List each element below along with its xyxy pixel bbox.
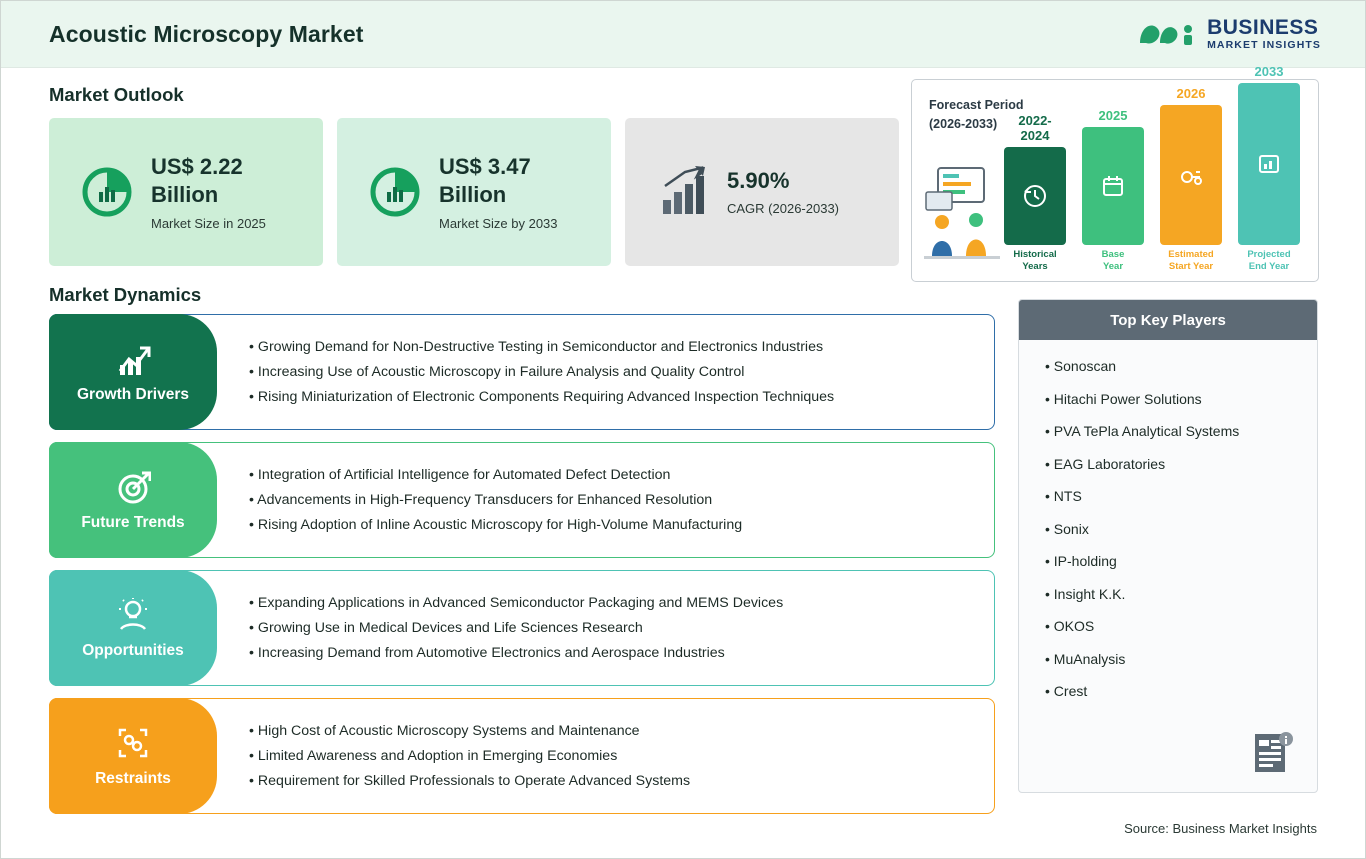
player-list-item: • OKOS bbox=[1045, 618, 1317, 634]
dynamics-row-2 bbox=[49, 442, 995, 558]
dynamics-row-1 bbox=[49, 314, 995, 430]
market-dynamics-group bbox=[49, 314, 995, 826]
bmi-logo-icon bbox=[1136, 17, 1198, 51]
stat-value-unit: Billion bbox=[151, 182, 219, 207]
dynamics-category-label: Opportunities bbox=[82, 641, 184, 659]
player-list-item: • Sonoscan bbox=[1045, 358, 1317, 374]
forecast-bar-year: 2025 bbox=[1098, 108, 1128, 124]
dynamics-category-tab[interactable] bbox=[49, 698, 217, 814]
calendar-icon bbox=[1082, 127, 1144, 245]
forecast-bar-1 bbox=[1004, 113, 1066, 273]
growth-bars-icon bbox=[655, 164, 711, 220]
page-header bbox=[1, 1, 1365, 68]
brand-logo bbox=[1136, 17, 1321, 51]
stat-card-market-size-2033 bbox=[337, 118, 611, 266]
forecast-bar-2 bbox=[1082, 108, 1144, 273]
stat-card-group bbox=[49, 118, 899, 266]
player-list-item: • Hitachi Power Solutions bbox=[1045, 391, 1317, 407]
logo-secondary-text: MARKET INSIGHTS bbox=[1207, 39, 1321, 52]
report-document-icon bbox=[1251, 730, 1295, 776]
player-list-item: • MuAnalysis bbox=[1045, 651, 1317, 667]
estimate-icon bbox=[1160, 105, 1222, 245]
player-list-item: • IP-holding bbox=[1045, 553, 1317, 569]
page-title: Acoustic Microscopy Market bbox=[49, 20, 364, 47]
market-dynamics-title: Market Dynamics bbox=[49, 284, 202, 305]
dynamics-point-list bbox=[249, 698, 981, 814]
forecast-bar-4 bbox=[1238, 64, 1300, 273]
dynamics-point: • Growing Demand for Non-Destructive Testing in Semiconductor and Electronics Industries bbox=[249, 339, 981, 355]
forecast-bar-caption: Historical Years bbox=[1013, 249, 1057, 273]
dynamics-point: • Advancements in High-Frequency Transducers for Enhanced Resolution bbox=[249, 492, 981, 508]
stat-text bbox=[727, 168, 839, 216]
forecast-bar-caption: Base Year bbox=[1101, 249, 1125, 273]
dynamics-category-tab[interactable] bbox=[49, 570, 217, 686]
stat-value-unit: Billion bbox=[439, 182, 507, 207]
forecast-bar-group bbox=[1004, 64, 1320, 283]
dynamics-point: • Increasing Demand from Automotive Electronics and Aerospace Industries bbox=[249, 645, 981, 661]
stat-value: 5.90% bbox=[727, 168, 790, 193]
donut-chart-icon bbox=[367, 164, 423, 220]
logo-wordmark bbox=[1207, 17, 1321, 51]
dynamics-row-4 bbox=[49, 698, 995, 814]
forecast-bar-year: 2026 bbox=[1176, 86, 1206, 102]
donut-chart-icon bbox=[79, 164, 135, 220]
forecast-label-line2: (2026-2033) bbox=[929, 116, 998, 131]
dynamics-point: • Limited Awareness and Adoption in Emerging Economies bbox=[249, 748, 981, 764]
player-list-item: • Crest bbox=[1045, 683, 1317, 699]
dynamics-category-label: Future Trends bbox=[81, 513, 185, 531]
dynamics-point: • Rising Miniaturization of Electronic Components Requiring Advanced Inspection Techniques bbox=[249, 389, 981, 405]
dynamics-category-label: Growth Drivers bbox=[77, 385, 189, 403]
player-list-item: • EAG Laboratories bbox=[1045, 456, 1317, 472]
scan-lock-icon bbox=[115, 725, 151, 766]
stat-caption: CAGR (2026-2033) bbox=[727, 201, 839, 216]
market-outlook-title: Market Outlook bbox=[49, 84, 184, 105]
dynamics-point: • Increasing Use of Acoustic Microscopy in Failure Analysis and Quality Control bbox=[249, 364, 981, 380]
history-clock-icon bbox=[1004, 147, 1066, 245]
player-list-item: • Insight K.K. bbox=[1045, 586, 1317, 602]
source-label: Source: Business Market Insights bbox=[1124, 821, 1317, 836]
top-key-players-panel bbox=[1018, 299, 1318, 793]
dynamics-point-list bbox=[249, 314, 981, 430]
forecast-bar-year: 2022-2024 bbox=[1018, 113, 1052, 144]
forecast-label-line1: Forecast Period bbox=[929, 98, 1024, 112]
idea-hand-icon bbox=[115, 597, 151, 638]
growth-chart-icon bbox=[115, 341, 151, 382]
stat-value: US$ 2.22 bbox=[151, 153, 243, 179]
dynamics-point-list bbox=[249, 570, 981, 686]
logo-primary-text: BUSINESS bbox=[1207, 16, 1319, 40]
forecast-bar-3 bbox=[1160, 86, 1222, 273]
team-analytics-illustration bbox=[920, 148, 1012, 271]
player-list-item: • Sonix bbox=[1045, 521, 1317, 537]
players-title: Top Key Players bbox=[1019, 300, 1317, 340]
dynamics-point: • Expanding Applications in Advanced Semiconductor Packaging and MEMS Devices bbox=[249, 595, 981, 611]
target-arrow-icon bbox=[115, 469, 151, 510]
stat-text bbox=[439, 153, 558, 231]
forecast-bar-caption: Estimated Start Year bbox=[1168, 249, 1214, 273]
player-list-item: • PVA TePla Analytical Systems bbox=[1045, 423, 1317, 439]
stat-value: US$ 3.47 bbox=[439, 153, 531, 179]
players-list bbox=[1045, 358, 1317, 699]
forecast-period-panel bbox=[911, 64, 1319, 282]
forecast-bar-year: 2033 bbox=[1254, 64, 1284, 80]
dynamics-category-tab[interactable] bbox=[49, 442, 217, 558]
stat-caption: Market Size in 2025 bbox=[151, 216, 266, 232]
dynamics-point-list bbox=[249, 442, 981, 558]
player-list-item: • NTS bbox=[1045, 488, 1317, 504]
dynamics-point: • High Cost of Acoustic Microscopy Systems and Maintenance bbox=[249, 723, 981, 739]
forecast-bar-caption: Projected End Year bbox=[1247, 249, 1291, 273]
stat-card-market-size-2025 bbox=[49, 118, 323, 266]
dynamics-point: • Requirement for Skilled Professionals to Operate Advanced Systems bbox=[249, 773, 981, 789]
dynamics-row-3 bbox=[49, 570, 995, 686]
dynamics-category-label: Restraints bbox=[95, 769, 171, 787]
stat-card-cagr bbox=[625, 118, 899, 266]
stat-caption: Market Size by 2033 bbox=[439, 216, 558, 232]
stat-text bbox=[151, 153, 266, 231]
dynamics-point: • Growing Use in Medical Devices and Life Sciences Research bbox=[249, 620, 981, 636]
dynamics-point: • Rising Adoption of Inline Acoustic Microscopy for High-Volume Manufacturing bbox=[249, 517, 981, 533]
dynamics-point: • Integration of Artificial Intelligence for Automated Defect Detection bbox=[249, 467, 981, 483]
projection-icon bbox=[1238, 83, 1300, 245]
dynamics-category-tab[interactable] bbox=[49, 314, 217, 430]
